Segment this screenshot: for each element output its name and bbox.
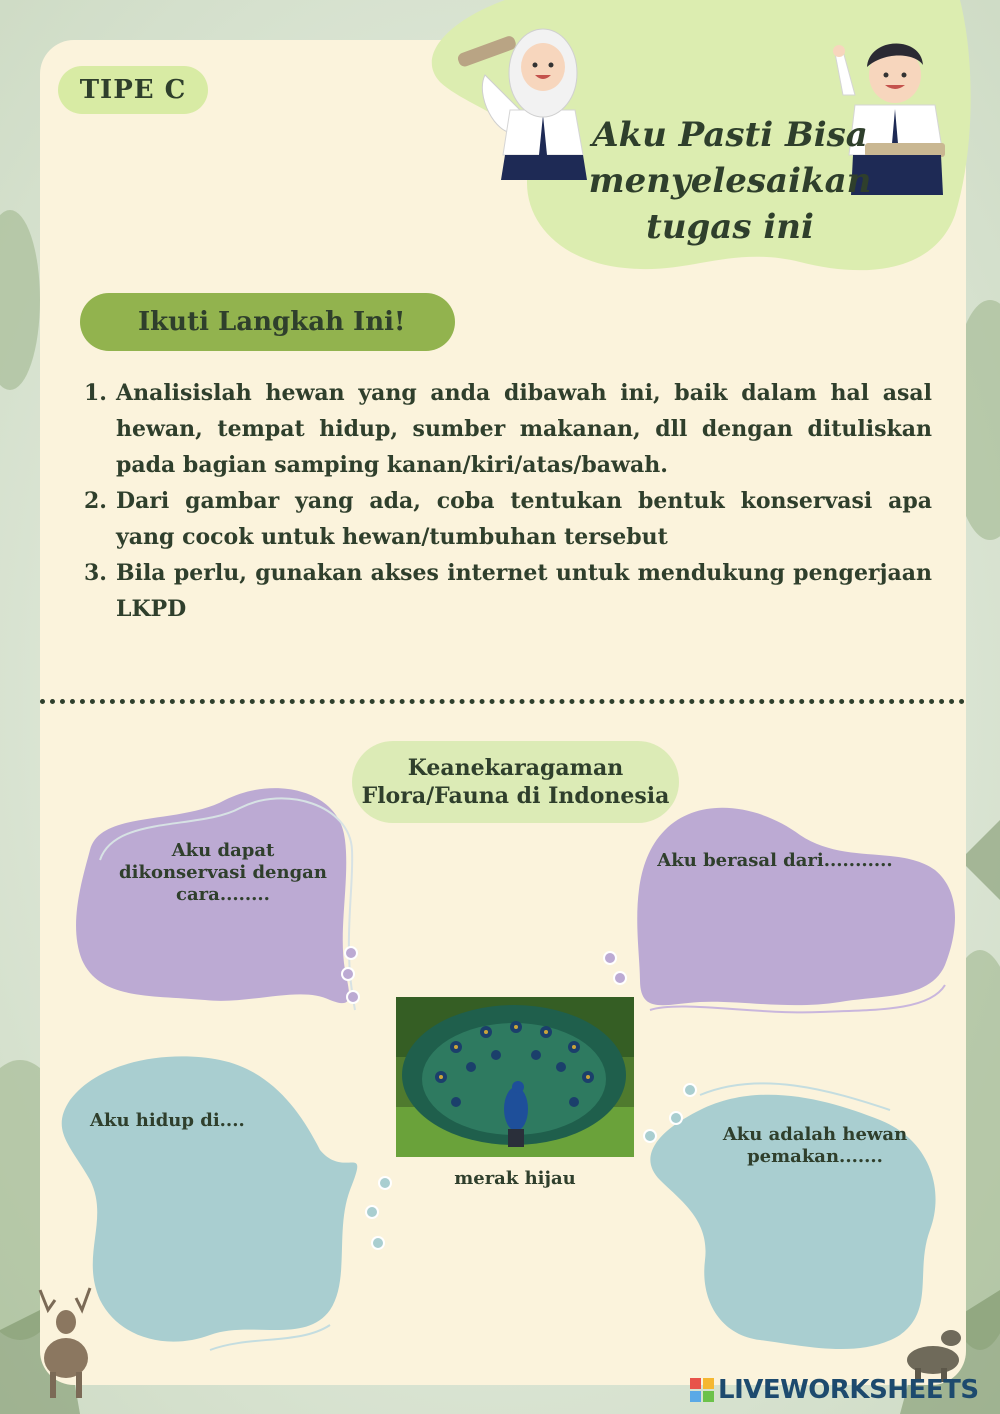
banner-line-2: menyelesaikan bbox=[588, 161, 872, 201]
topic-line-1: Keanekaragaman bbox=[407, 755, 624, 781]
banner-line-1: Aku Pasti Bisa bbox=[592, 115, 868, 155]
liveworksheets-icon bbox=[690, 1378, 714, 1402]
worksheet-type-badge: TIPE C bbox=[58, 66, 208, 114]
instruction-text: Dari gambar yang ada, coba tentukan bentuk konservasi apa yang cocok untuk hewan/tumbuhan tersebut bbox=[116, 488, 932, 550]
topic-line-2: Flora/Fauna di Indonesia bbox=[361, 783, 670, 809]
liveworksheets-logo bbox=[690, 1374, 990, 1406]
photo-caption: merak hijau bbox=[454, 1168, 576, 1189]
bubble-hidup-prompt: Aku hidup di.... bbox=[90, 1110, 245, 1131]
instruction-text: Analisislah hewan yang anda dibawah ini, baik dalam hal asal hewan, tempat hidup, sumber makanan, dll dengan dituliskan pada bagian samping kanan/kiri/atas/bawah. bbox=[116, 380, 932, 478]
answer-hidup-field[interactable] bbox=[95, 1140, 330, 1310]
answer-konservasi-field[interactable] bbox=[95, 895, 335, 990]
instruction-text: Bila perlu, gunakan akses internet untuk mendukung pengerjaan LKPD bbox=[116, 560, 932, 622]
instruction-number: 1. bbox=[84, 380, 107, 406]
banner-line-3: tugas ini bbox=[646, 207, 814, 247]
topic-badge bbox=[352, 741, 679, 823]
bubble-konservasi-prompt: Aku dapat dikonservasi dengan cara........ bbox=[119, 840, 327, 905]
bubble-makanan-prompt: Aku adalah hewan pemakan....... bbox=[722, 1124, 908, 1167]
bubble-asal-prompt: Aku berasal dari........... bbox=[657, 850, 893, 871]
deer-illustration bbox=[20, 1280, 115, 1400]
answer-asal-field[interactable] bbox=[655, 885, 925, 985]
answer-makanan-field[interactable] bbox=[715, 1175, 920, 1325]
peacock-photo bbox=[396, 997, 634, 1157]
instructions-heading: Ikuti Langkah Ini! bbox=[80, 293, 455, 351]
instruction-number: 3. bbox=[84, 560, 107, 586]
liveworksheets-brand: LIVEWORKSHEETS bbox=[718, 1375, 979, 1405]
instruction-number: 2. bbox=[84, 488, 107, 514]
